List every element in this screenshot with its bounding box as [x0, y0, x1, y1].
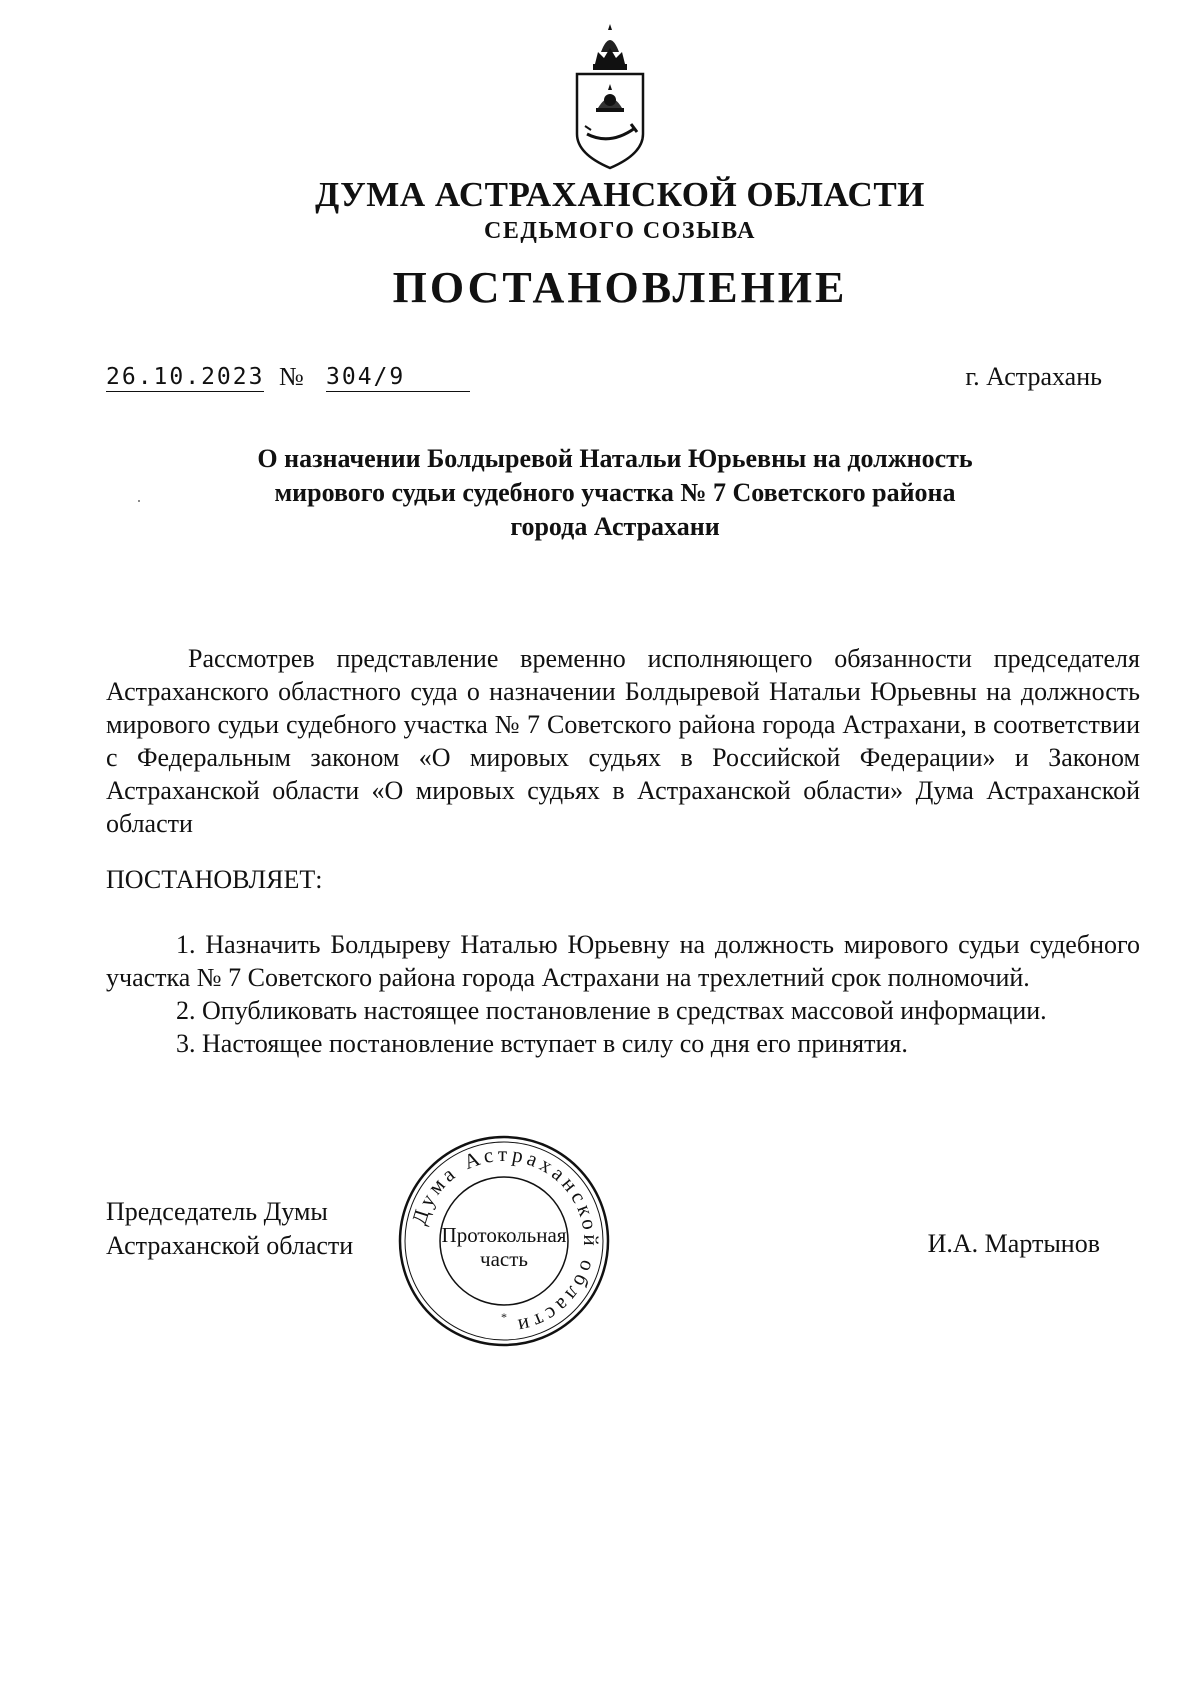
signatory-role-line: Председатель Думы	[106, 1197, 328, 1226]
document-type-heading: ПОСТАНОВЛЕНИЕ	[392, 263, 848, 312]
document-number: 304/9	[326, 364, 470, 392]
preamble-paragraph: Рассмотрев представление временно исполняющего обязанности председателя Астраханского областного суда о назначении Болдыревой Натальи Юрьевны на должность мирового судьи судебного участка № 7 Советского района города Астрахани, в соответствии с Федеральным законом «О мировых судьях в Российской Федерации» и Законом Астраханской области «О мировых судьях в Астраханской области» Дума Астраханской области	[106, 644, 1140, 838]
subject-line: мирового судьи судебного участка № 7 Советского района	[274, 478, 956, 507]
subject-line: города Астрахани	[510, 512, 720, 541]
seal-ring-text-path: Дума Астраханской области	[406, 1141, 604, 1340]
signatory-role	[106, 1195, 353, 1263]
decree-item: 2. Опубликовать настоящее постановление в средствах массовой информации.	[176, 996, 1047, 1025]
document-date: 26.10.2023	[106, 364, 265, 390]
signatory-name: И.А. Мартынов	[927, 1229, 1100, 1258]
seal-center-line: часть	[480, 1247, 528, 1271]
decree-items	[106, 928, 1140, 1060]
subject-line: О назначении Болдыревой Натальи Юрьевны на должность	[257, 444, 973, 473]
seal-center-text	[434, 1223, 574, 1271]
decree-item: 3. Настоящее постановление вступает в силу со дня его принятия.	[176, 1029, 908, 1058]
document-subject	[140, 442, 1090, 544]
signatory-role-line: Астраханской области	[106, 1231, 354, 1260]
decree-word: ПОСТАНОВЛЯЕТ:	[106, 865, 323, 894]
astrakhan-coat-of-arms-icon	[571, 22, 649, 174]
document-city: г. Астрахань	[965, 362, 1102, 391]
seal-center-line: Протокольная	[441, 1223, 567, 1247]
svg-text:*: *	[501, 1310, 507, 1324]
number-sign: №	[279, 362, 304, 391]
organization-title: ДУМА АСТРАХАНСКОЙ ОБЛАСТИ	[315, 175, 925, 214]
convocation-subtitle: СЕДЬМОГО СОЗЫВА	[484, 218, 756, 244]
decree-item: 1. Назначить Болдыреву Наталью Юрьевну на должность мирового судьи судебного участка № 7 Советского района города Астрахани на трехлетний срок полномочий.	[106, 930, 1140, 992]
